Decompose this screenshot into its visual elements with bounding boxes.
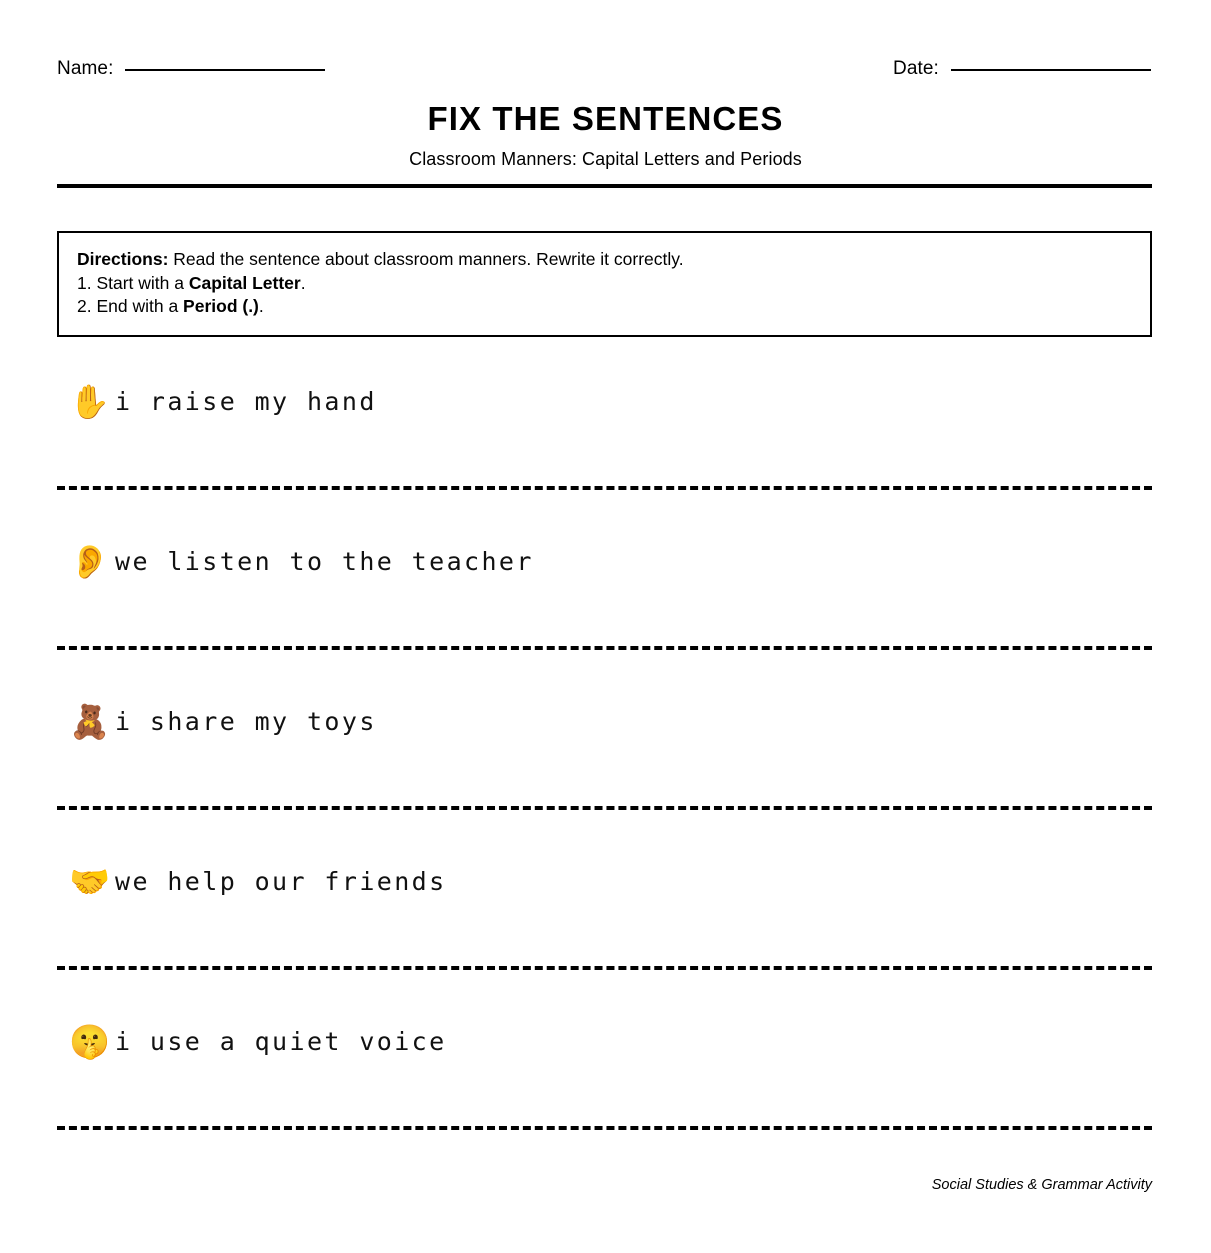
answer-write-line[interactable] [57,646,1152,650]
directions-rule-1 [77,272,1150,296]
footer-credit: Social Studies & Grammar Activity [931,1177,1152,1193]
sentence-text: we listen to the teacher [115,547,534,576]
header-divider [57,184,1152,188]
name-write-rule[interactable] [125,69,325,71]
rule1-prefix: 1. Start with a [77,272,189,293]
answer-write-line[interactable] [57,806,1152,810]
answer-write-line[interactable] [57,1126,1152,1130]
date-field[interactable] [893,58,1151,80]
sentence-prompt [69,698,377,746]
page-subtitle: Classroom Manners: Capital Letters and Periods [409,149,802,169]
shushing-face-icon: 🤫 [69,1022,111,1061]
ear-icon: 👂 [69,542,111,581]
name-label: Name: [57,58,114,79]
page-title: FIX THE SENTENCES [427,100,784,137]
rule2-emphasis: Period (.) [183,296,259,316]
rule2-suffix: . [258,296,264,316]
teddy-bear-icon: 🧸 [69,702,111,741]
date-label: Date: [893,58,939,79]
directions-intro-line [77,248,1150,272]
sentence-text: i share my toys [115,707,377,736]
directions-intro-text: Read the sentence about classroom manners. Rewrite it correctly. [168,249,684,269]
rule1-suffix: . [300,272,306,293]
handshake-icon: 🤝 [69,862,111,901]
sentence-text: i raise my hand [115,387,377,416]
directions-box [57,231,1152,337]
raised-hand-icon: ✋ [69,382,111,421]
directions-label: Directions: [77,249,169,269]
sentence-text: i use a quiet voice [115,1027,447,1056]
student-info-row [57,58,1152,86]
name-field[interactable] [57,58,325,80]
answer-write-line[interactable] [57,966,1152,970]
sentence-prompt [69,378,377,426]
date-write-rule[interactable] [951,69,1151,71]
rule2-prefix: 2. End with a [77,296,184,316]
sentence-text: we help our friends [115,867,447,896]
answer-write-line[interactable] [57,486,1152,490]
sentence-prompt [69,858,447,906]
sentence-prompt [69,538,534,586]
directions-rule-2 [77,295,1150,319]
rule1-emphasis: Capital Letter [188,272,301,293]
sentence-prompt [69,1018,447,1066]
